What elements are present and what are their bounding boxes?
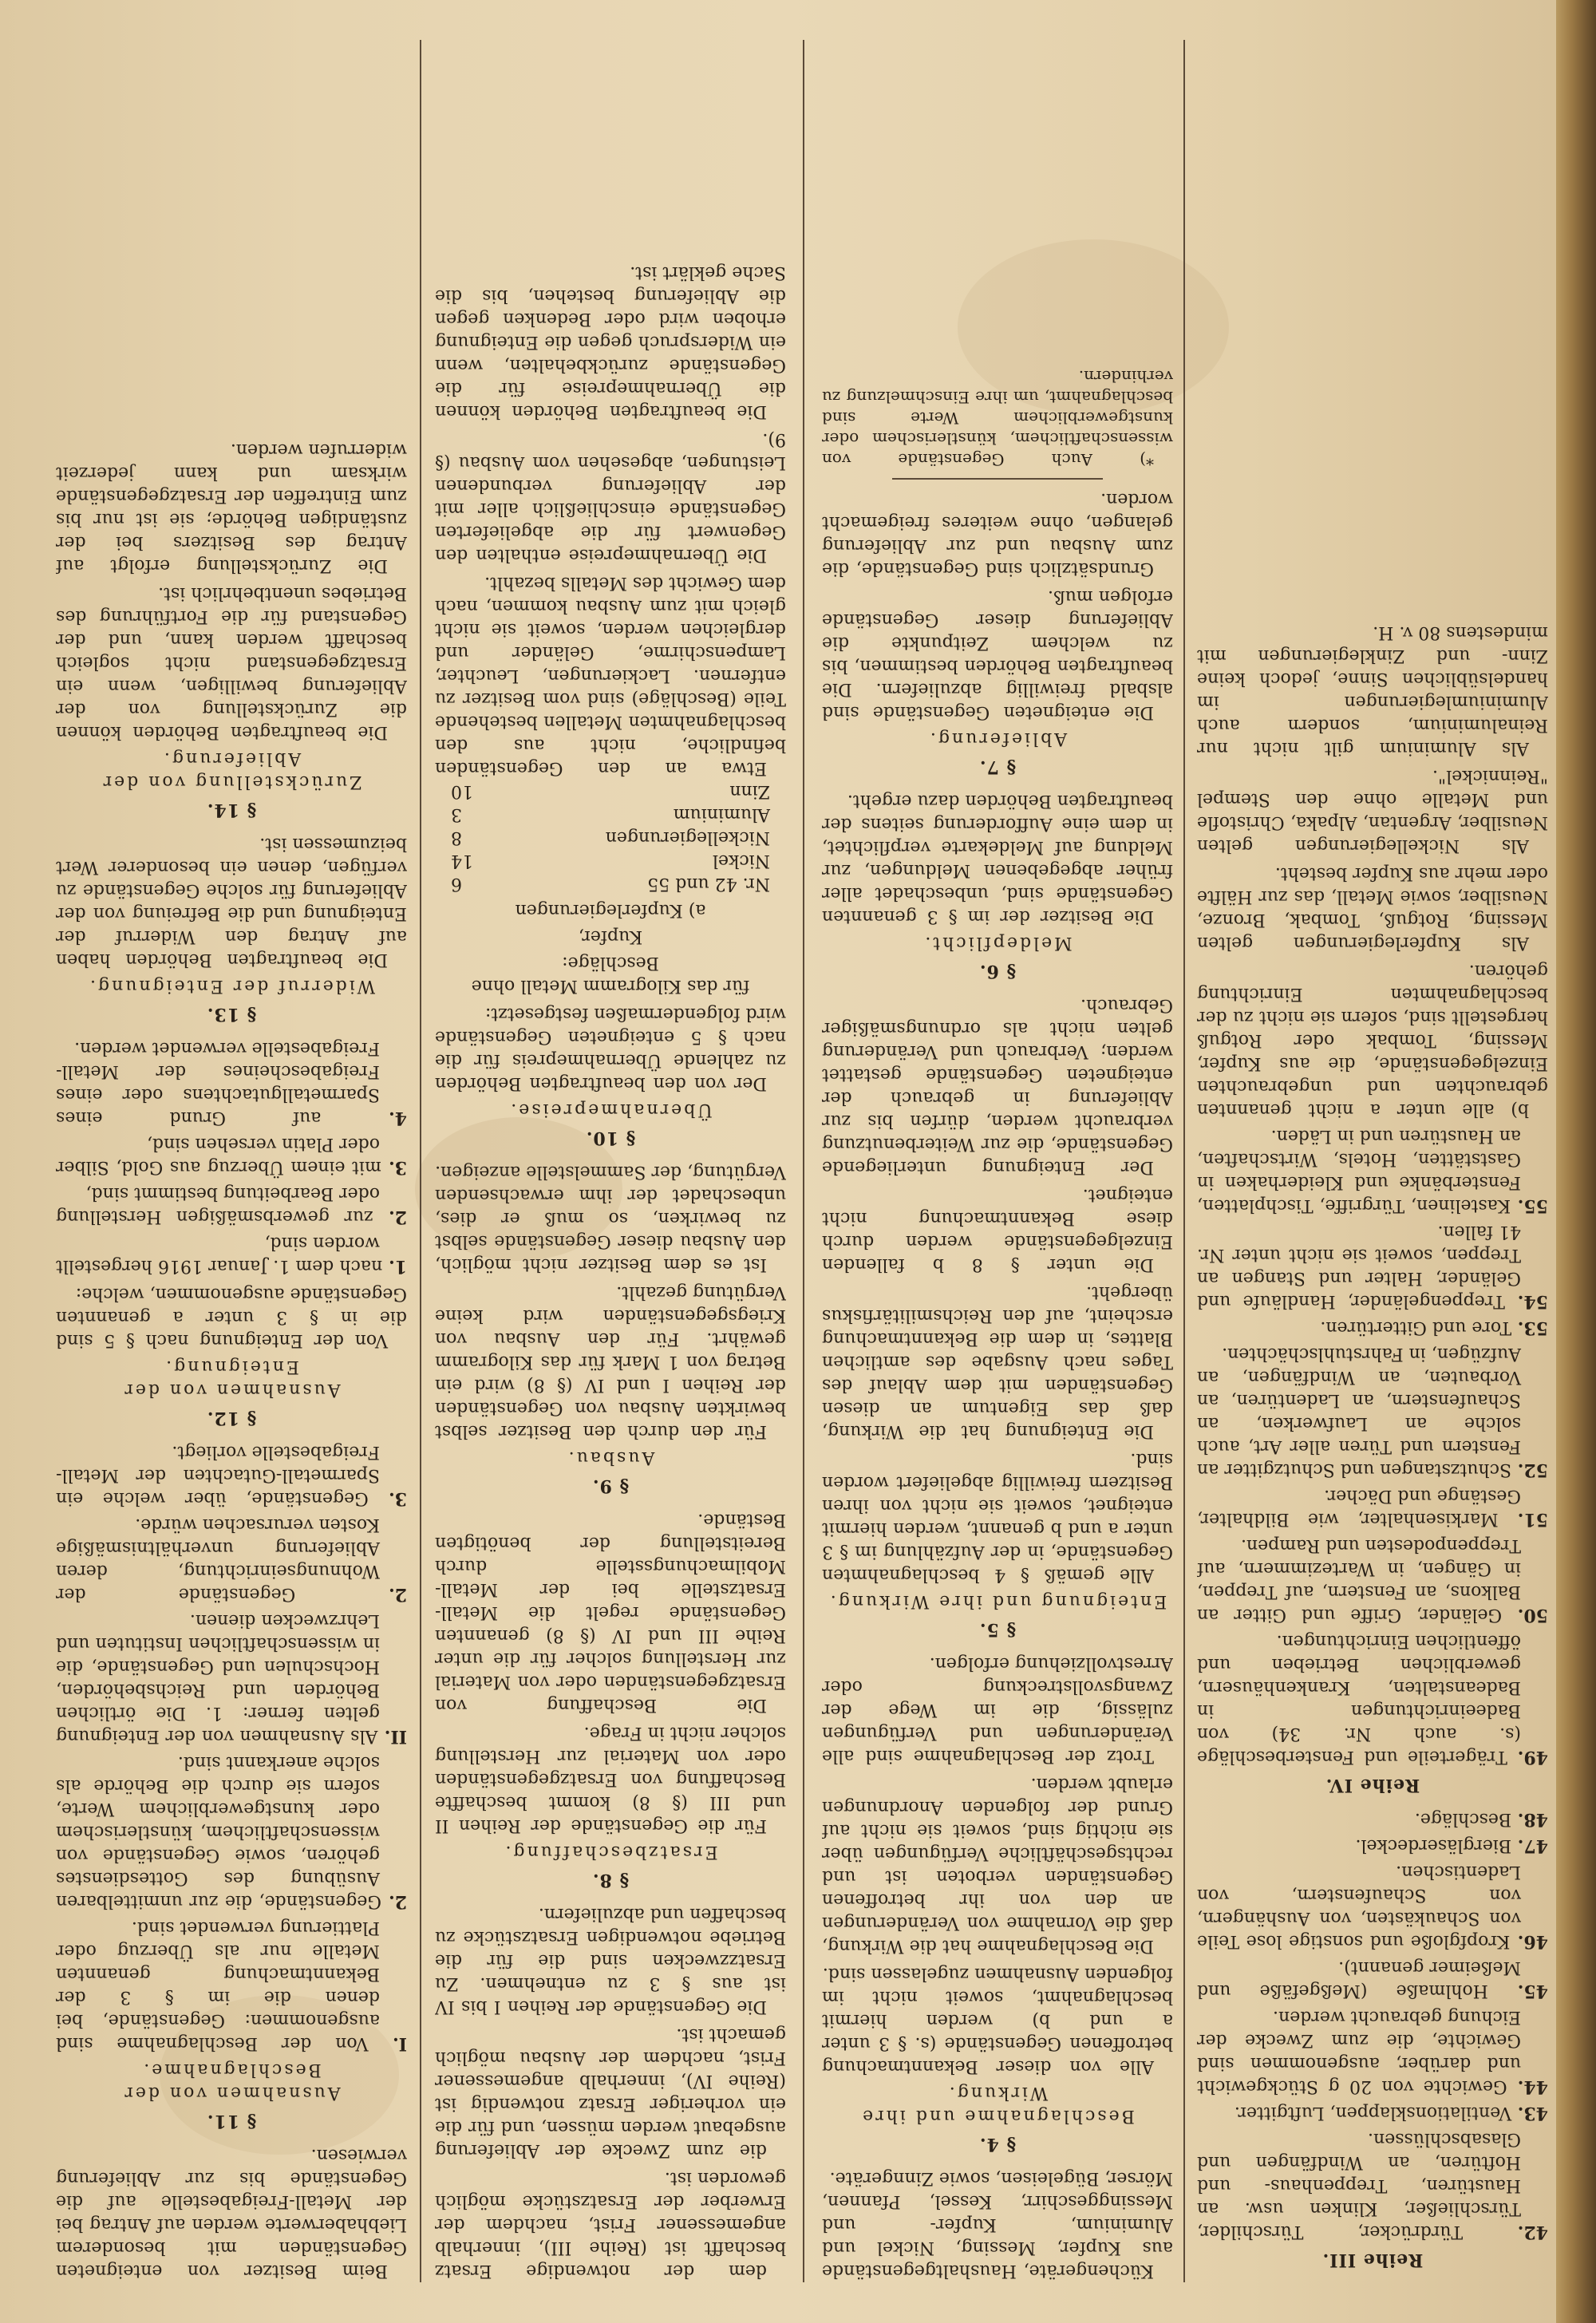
- section-title: Enteignung und ihre Wirkung.: [828, 1591, 1167, 1611]
- paragraph: Die Beschaffung von Ersatzgegenständen oder von Material zur Herstellung solcher für die unter Reihe III und IV (§ 8) genannten Gegenstände regelt die Metall-Ersatzstelle bei der Metall-Mobilmachungsstelle durch Bereitstellung der benötigten Bestände.: [435, 1510, 786, 1715]
- price-row: [435, 803, 786, 826]
- section-title: Widerruf der Enteignung.: [87, 976, 376, 996]
- item-number: 53.: [1511, 1318, 1548, 1338]
- price-label: Nr. 42 und 55: [647, 874, 770, 894]
- section-number: § 6.: [978, 961, 1017, 982]
- list-item: [1197, 2101, 1548, 2124]
- item-text: Kastelinen, Türgriffe, Tischplatten, Fensterbänke und Kleiderhaken in Gaststätten, Hotels, Wirtschaften, an Haustüren und in Läden.: [1197, 1126, 1521, 1215]
- paragraph: Die Besitzer der im § 3 genannten Gegenstände sind, unbeschadet aller früher abgegebenen Meldungen, zur Meldung auf Meldekarte verpflichtet, in dem eine Aufforderung seitens der beauftragten Behörden dazu ergeht.: [822, 791, 1173, 926]
- paragraph: Als Nickellegierungen gelten Neusilber, Argentan, Alpaka, Christofle und Metalle ohne den Stempel "Reinnickel".: [1197, 766, 1548, 855]
- text-column-2: [822, 40, 1173, 2282]
- price-subheading: a) Kupferlegierungen: [515, 900, 706, 920]
- price-subheading: Kupfer,: [578, 926, 643, 946]
- item-number: 2.: [295, 1584, 407, 1605]
- item-text: zur gewerbsmäßigen Herstellung oder Bearbeitung bestimmt sind,: [56, 1183, 380, 1227]
- text-column-3: [435, 40, 786, 2282]
- text-column-1: [1197, 40, 1548, 2282]
- paragraph: Küchengeräte, Haushaltgegenstände aus Kupfer, Messing, Nickel und Aluminium, Kupfer- und Messinggeschirr, Kessel, Pfannen, Mörser, Bügeleisen, sowie Zinngeräte.: [822, 2168, 1173, 2281]
- paragraph: Die Enteignung hat die Wirkung, daß das Eigentum an diesen Gegenständen mit dem Ablauf des Tages nach Ausgabe des amtlichen Blattes, in dem die Bekanntmachung erscheint, auf den Reichsmilitärfiskus übergeht.: [822, 1282, 1173, 1441]
- paragraph: dem der notwendige Ersatz beschafft ist (Reihe III), innerhalb angemessener Frist, nachdem der Erwerber der Ersatzstücke möglich geworden ist.: [435, 2168, 786, 2281]
- item-number: 2.: [381, 1891, 407, 1912]
- item-text: Trägerteile und Fensterbeschläge (s. auch Nr. 34) von Badeeinrichtungen in Badeanstalten, Krankenhäusern, gewerblichen Betrieben und öffentlichen Einrichtungen.: [1197, 1631, 1521, 1767]
- section-number: § 7.: [978, 757, 1017, 777]
- item-text: Hohlmaße (Meßgefäße und Meßeimer genannt).: [1197, 1958, 1521, 2001]
- paragraph: Für die Gegenstände der Reihen II und III (§ 8) kommt beschaffte Beschaffung von Ersatzgegenständen oder von Material zur Herstellung solcher nicht in Frage.: [435, 1723, 786, 1835]
- price-label: Nickel: [713, 851, 770, 871]
- item-list: [56, 1440, 407, 2055]
- item-list: [56, 1037, 407, 1278]
- item-text: Als Ausnahmen von der Enteignung gelten ferner: 1. Die örtlichen Behörden und Reichsbehörden, Hochschulen und Gegenstände, die in wissenschaftlichen Instituten und Lehrzwecken dienen.: [56, 1610, 380, 1746]
- item-number: 1.: [382, 1256, 407, 1277]
- section-title: Ausnahmen von der Enteignung.: [122, 1357, 341, 1400]
- item-number: 48.: [1511, 1809, 1548, 1830]
- item-number: 55.: [1511, 1195, 1548, 1216]
- paragraph: Alle von dieser Bekanntmachung betroffenen Gegenstände (s. § 3 unter a und b) werden hiermit beschlagnahmt, soweit nicht im folgenden Ausnahmen zugelassen sind.: [822, 1964, 1173, 2076]
- section-heading: Reihe III.: [1321, 2250, 1424, 2270]
- list-item: [1197, 1342, 1548, 1481]
- column-rule: [1183, 40, 1185, 2282]
- item-text: Beschläge.: [1414, 1809, 1512, 1829]
- item-text: Ventilationsklappen, Luftgitter.: [1234, 2103, 1512, 2123]
- price-value: 14: [451, 851, 473, 871]
- paragraph: Als Kupferlegierungen gelten Messing, Rotguß, Tombak, Bronze, Neusilber, sowie Metall, das zur Hälfte oder mehr aus Kupfer besteht.: [1197, 863, 1548, 953]
- paragraph: Trotz der Beschlagnahme sind alle Veränderungen und Verfügungen zulässig, die im Wege der Zwangsvollstreckung oder Arrestvollziehung erfolgen.: [822, 1653, 1173, 1766]
- item-text: Türdrücker, Türschilder, Türschließer, Klinken usw. an Haustüren, Treppenhaus- und Hoftüren, an Windfängen und Glasabschlüssen.: [1197, 2129, 1521, 2242]
- list-item: [1197, 1956, 1548, 2002]
- paragraph: Die beauftragten Behörden können die Zurückstellung von der Ablieferung bewilligen, wenn ein Ersatzgegenstand nicht sogleich beschafft werden kann, und der Gegenstand für die Fortführung des Betriebes unentbehrlich ist.: [56, 583, 407, 742]
- item-number: 50.: [1502, 1605, 1548, 1626]
- paragraph: Etwa an den Gegenständen befindliche, nicht aus den beschlagnahmten Metallen bestehende Teile (Beschläge) sind vom Besitzer zu entfernen. Lackierungen, Leuchter, Lampenschirme, Geländer und dergleichen werden, soweit sie nicht gleich mit zum Ausbau kommen, nach dem Gewicht des Metalls bezahlt.: [435, 573, 786, 778]
- list-item: [56, 1609, 407, 1748]
- item-number: 51.: [1498, 1509, 1548, 1530]
- price-label: Zinn: [729, 781, 770, 801]
- item-text: nach dem 1. Januar 1916 hergestellt worden sind,: [56, 1233, 383, 1276]
- paragraph: Als Aluminium gilt nicht nur Reinaluminium, sondern auch Aluminiumlegierungen im handelsüblichen Sinne, jedoch keine Zinn- und Zinklegierungen mit mindestens 80 v. H.: [1197, 622, 1548, 758]
- item-number: I.: [368, 2033, 407, 2054]
- list-item: [1197, 1124, 1548, 1217]
- list-item: [1197, 2005, 1548, 2098]
- item-text: auf Grund eines Sparmetallgutachtens oder eines Freigabescheines der Metall-Freigabestelle verwendet werden.: [56, 1038, 380, 1128]
- paragraph: b) alle unter a nicht genannten gebrauchten und ungebrauchten Einzelgegenstände, die aus Kupfer, Messing, Tombak oder Rotguß hergestellt sind, sofern sie nicht zu der beschlagnahmten Einrichtung gehören.: [1197, 961, 1548, 1120]
- page-binding-edge: [1556, 0, 1596, 2323]
- price-row: [435, 780, 786, 803]
- price-value: 8: [451, 828, 462, 847]
- item-number: 3.: [381, 1157, 407, 1178]
- item-number: 4.: [321, 1108, 407, 1128]
- item-text: Markisenhalter, wie Bildhalter, Gestänge und Dächer.: [1197, 1486, 1521, 1529]
- section-title: Ersatzbeschaffung.: [503, 1842, 718, 1862]
- item-text: Tore und Gittertüren.: [1320, 1318, 1512, 1337]
- divider: [892, 478, 1103, 480]
- section-number: § 13.: [206, 1004, 257, 1025]
- list-item: [56, 1037, 407, 1129]
- list-item: [1197, 1220, 1548, 1313]
- section-title: Übernahmepreise.: [508, 1100, 713, 1120]
- item-text: Gegenstände der Wohnungseinrichtung, deren Ablieferung unverhältnismäßige Kosten verursachen würde.: [56, 1515, 380, 1604]
- item-text: Gegenstände, über welche ein Sparmetall-Gutachten der Metall-Freigabestelle vorliegt.: [56, 1442, 380, 1508]
- item-number: 3.: [368, 1488, 407, 1509]
- section-number: § 11.: [206, 2111, 257, 2131]
- list-item: [56, 1513, 407, 1606]
- list-item: [56, 1132, 407, 1179]
- item-text: Treppengeländer, Handläufe und Geländer, Halter und Stangen an Treppen, soweit sie nicht unter Nr. 41 fallen.: [1197, 1222, 1521, 1311]
- item-text: Von der Beschlagnahme sind ausgenommen: Gegenstände, bei denen die im § 3 der Bekanntmachung genannten Metalle nur als Überzug oder Plattierung verwendet sind.: [56, 1918, 380, 2053]
- section-number: § 9.: [591, 1476, 630, 1496]
- section-number: § 14.: [206, 800, 257, 820]
- column-rule: [803, 40, 804, 2282]
- item-text: Schutzstangen und Schutzgitter an Fenstern und Türen aller Art, auch solche an Laufwerken, an Schaufenstern, an Ladentüren, an Vorbauten, an Windfängen, an Aufzügen, in Fahrstuhlschächten.: [1197, 1344, 1521, 1480]
- paragraph: Die Übernahmepreise enthalten den Gegenwert für die abgelieferten Gegenstände einschließlich aller mit der Ablieferung verbundenen Leistungen, abgesehen vom Ausbau (§ 9).: [435, 429, 786, 565]
- section-title: Ausbau.: [566, 1448, 655, 1468]
- price-value: 10: [451, 781, 473, 801]
- item-number: 49.: [1507, 1747, 1548, 1768]
- item-number: 45.: [1487, 1981, 1548, 2001]
- paragraph: Ist es dem Besitzer nicht möglich, den Ausbau dieser Gegenstände selbst zu bewirken, so muß er dies, unbeschadet der ihm erwachsenden Vergütung, der Sammelstelle anzeigen.: [435, 1162, 786, 1274]
- paragraph: Die enteigneten Gegenstände sind alsbald freiwillig abzuliefern. Die beauftragten Behörden bestimmen, bis zu welchem Zeitpunkte die Ablieferung dieser Gegenstände erfolgen muß.: [822, 587, 1173, 722]
- list-item: [56, 1916, 407, 2055]
- item-text: Gewichte von 20 g Stückgewicht und darüber, ausgenommen sind Gewichte, die zum Zwecke der Eichung gebraucht werden.: [1197, 2007, 1521, 2096]
- section-number: § 12.: [206, 1408, 257, 1428]
- item-text: Geländer, Griffe und Gitter an Balkons, an Fenstern, auf Treppen, in Gängen, in Wartezimmern, auf Treppenpodesten und Rampen.: [1197, 1535, 1521, 1625]
- price-row: [435, 849, 786, 872]
- paragraph: Alle gemäß § 4 beschlagnahmten Gegenstände, in der Aufzählung im § 3 unter a und b genannt, werden hiermit enteignet, soweit sie nicht von ihren Besitzern freiwillig abgeliefert worden sind.: [822, 1449, 1173, 1585]
- paragraph: Grundsätzlich sind Gegenstände, die zum Ausbau und zur Ablieferung gelangen, ohne weiteres freigemacht worden.: [822, 489, 1173, 579]
- list-item: [1197, 1534, 1548, 1626]
- item-number: 46.: [1510, 1931, 1548, 1952]
- section-title: Meldepflicht.: [922, 933, 1073, 953]
- item-text: Gegenstände, die zur unmittelbaren Ausübung des Gottesdienstes gehören, sowie Gegenstände von wissenschaftlichem, künstlerischem oder kunstgewerblichem Werte, sofern sie durch die Behörde als solche anerkannt sind.: [56, 1752, 381, 1911]
- section-number: § 4.: [978, 2134, 1017, 2155]
- section-number: § 5.: [978, 1619, 1017, 1640]
- price-row: [435, 826, 786, 849]
- paragraph: die zum Zwecke der Ablieferung ausgebaut werden müssen, und für die ein vorheriger Ersatz notwendig ist (Reihe IV), innerhalb angemessener Frist, nachdem der Ausbau möglich gemacht ist.: [435, 2025, 786, 2160]
- section-title: Zurückstellung von der Ablieferung.: [101, 749, 362, 792]
- price-value: 6: [451, 874, 462, 894]
- paragraph: Die Zurückstellung erfolgt auf Antrag des Besitzers bei der zuständigen Behörde; sie ist nur bis zum Eintreffen der Ersatzgegenstände wirksam und kann jederzeit widerrufen werden.: [56, 440, 407, 575]
- price-table: [435, 780, 786, 895]
- paragraph: Der Enteignung unterliegende Gegenstände, die zur Weiterbenutzung verbraucht werden, dürfen bis zur Ablieferung in gebrauch der enteigneten Gegenstände gestattet werden; Verbrauch und Veränderung gelten nicht als ordnungsmäßiger Gebrauch.: [822, 995, 1173, 1177]
- list-item: [1197, 1860, 1548, 1953]
- item-number: 47.: [1511, 1835, 1548, 1856]
- item-text: Biergläserdeckel.: [1355, 1835, 1512, 1855]
- printed-page-upside-down: [48, 40, 1548, 2282]
- item-list: [1197, 1807, 1548, 2243]
- section-title: Beschlagnahme und ihre Wirkung.: [860, 2083, 1135, 2126]
- list-item: [1197, 2127, 1548, 2243]
- footnote: *) Auch Gegenstände von wissenschaftlichem, künstlerischem oder kunstgewerblichem Werte sind beschlagnahmt, um ihre Einschmelzung zu verhindern.: [822, 367, 1173, 469]
- paragraph: Die beauftragten Behörden können die Übernahmepreise für die Gegenstände zurückbehalten, wenn ein Widerspruch gegen die Enteignung erhoben wird oder Bedenken gegen die Ablieferung bestehen, bis die Sache geklärt ist.: [435, 263, 786, 421]
- item-text: mit einem Überzug aus Gold, Silber oder Platin versehen sind,: [56, 1134, 381, 1177]
- paragraph: Die unter § 8 b fallenden Einzelgegenstände werden durch diese Bekanntmachung nicht enteignet.: [822, 1185, 1173, 1274]
- item-number: 42.: [1463, 2222, 1548, 2242]
- list-item: [56, 1440, 407, 1510]
- item-number: 52.: [1511, 1460, 1548, 1480]
- paragraph: Von der Enteignung nach § 5 sind die in § 3 unter a genannten Gegenstände ausgenommen, welche:: [56, 1284, 407, 1350]
- item-list: [1197, 1124, 1548, 1768]
- section-title: Ablieferung.: [927, 729, 1068, 749]
- list-item: [1197, 1484, 1548, 1531]
- section-number: § 10.: [585, 1128, 636, 1148]
- section-title: Ausnahmen von der Beschlagnahme.: [122, 2060, 341, 2103]
- paragraph: Der von den beauftragten Behörden zu zahlende Übernahmepreis für die nach § 5 enteigneten Gegenstände wird folgendermaßen festgesetzt:: [435, 1004, 786, 1093]
- paragraph: Für den durch den Besitzer selbst bewirkten Ausbau von Gegenständen der Reihen I und IV (§ 8) wird ein Betrag von 1 Mark für das Kilogramm gewährt. Für den Ausbau von Kriegsgegenständen wird keine Vergütung gezahlt.: [435, 1282, 786, 1441]
- paragraph: Die Gegenstände der Reihen I bis IV ist aus § 3 zu entnehmen. Zu Ersatzzwecken sind die für die Betriebe notwendigen Ersatzstücke zu beschaffen und abzuliefern.: [435, 1904, 786, 2017]
- paragraph: Die Beschlagnahme hat die Wirkung, daß die Vornahme von Veränderungen an den von ihr betroffenen Gegenständen verboten ist und rechtsgeschäftliche Verfügungen über sie nichtig sind, soweit sie nicht auf Grund der folgenden Anordnungen erlaubt werden.: [822, 1774, 1173, 1956]
- section-number: § 8.: [591, 1870, 630, 1890]
- item-number: II.: [377, 1726, 407, 1747]
- list-item: [56, 1751, 407, 1913]
- section-heading: Reihe IV.: [1325, 1775, 1420, 1796]
- list-item: [56, 1231, 407, 1278]
- list-item: [56, 1182, 407, 1228]
- item-number: 44.: [1507, 2076, 1548, 2097]
- list-item: [1197, 1834, 1548, 1857]
- item-number: 2.: [373, 1207, 407, 1227]
- paragraph: Beim Besitzer von enteigneten Gegenständen mit besonderem Liebhaberwerte werden auf Antrag bei der Metall-Freigabestelle auf die Gegenstände bis zur Ablieferung verwiesen.: [56, 2145, 407, 2281]
- price-subheading: für das Kilogramm Metall ohne Beschläge:: [471, 953, 750, 996]
- price-label: Aluminium: [673, 804, 770, 824]
- item-number: 43.: [1511, 2103, 1548, 2123]
- text-column-4: [56, 40, 407, 2282]
- list-item: [1197, 1807, 1548, 1831]
- item-number: 54.: [1504, 1291, 1548, 1312]
- price-value: 3: [451, 804, 462, 824]
- paragraph: Die beauftragten Behörden haben auf Antrag den Widerruf der Enteignung und die Befreiung von der Ablieferung für solche Gegenstände zu verfügen, denen ein besonderer Wert beizumessen ist.: [56, 834, 407, 970]
- list-item: [1197, 1316, 1548, 1339]
- price-label: Nickellegierungen: [605, 828, 770, 847]
- item-text: Kropfgloße und sonstige lose Teile von Schaukästen, von Aushängern, von Schaufenstern, von Ladentischen.: [1197, 1862, 1521, 1951]
- column-rule: [420, 40, 421, 2282]
- price-row: [435, 872, 786, 895]
- list-item: [1197, 1630, 1548, 1768]
